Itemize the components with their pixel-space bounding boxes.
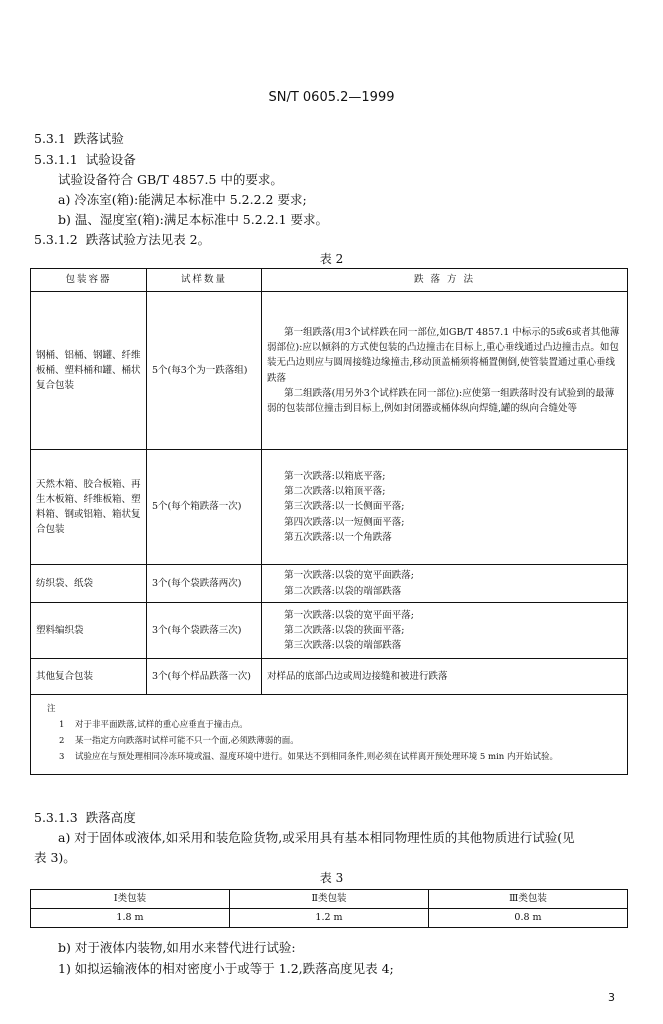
method-line: 第五次跌落:以一个角跌落	[284, 531, 392, 543]
section-title: 跌落试验方法见表 2。	[85, 232, 211, 247]
method-line: 对样品的底部凸边或周边接缝和被进行跌落	[267, 670, 448, 682]
header-container: 包装容器	[31, 269, 147, 292]
method-line: 第二次跌落:以袋的端部跌落	[284, 585, 402, 597]
method-line: 第四次跌落:以一短侧面平落;	[284, 516, 405, 528]
note-text: 试验应在与预处理相同冷冻环境或温、湿度环境中进行。如果达不到相同条件,则必须在试样离开预处理环境 5 min 内开始试验。	[75, 752, 558, 763]
header-packing-group-3: Ⅲ类包装	[429, 890, 628, 909]
method-line: 第一次跌落:以箱底平落;	[284, 471, 386, 483]
section-title: 跌落高度	[85, 810, 136, 825]
method-line: 第二组跌落(用另外3个试样跌在同一部位):应使第一组跌落时没有试验到的最薄弱的包装部位撞击到目标上,例如封闭器或桶体纵向焊缝,罐的纵向合缝处等	[267, 387, 615, 414]
section-number: 5.3.1.3	[34, 810, 78, 825]
table-row	[31, 450, 628, 565]
height-group-1: 1.8 m	[31, 909, 230, 928]
method-line: 第二次跌落:以箱顶平落;	[284, 486, 386, 498]
height-group-2: 1.2 m	[230, 909, 429, 928]
drop-test-methods-table	[30, 268, 628, 775]
drop-height-table	[30, 889, 628, 928]
note-number: 1	[59, 720, 65, 731]
container-type: 塑料编织袋	[31, 603, 147, 659]
table-row	[31, 909, 628, 928]
item-b-humidity-chamber: b) 温、湿度室(箱):满足本标准中 5.2.2.1 要求。	[58, 212, 328, 227]
drop-method	[262, 450, 628, 565]
note-text: 某一指定方向跌落时试样可能不只一个面,必须跌薄弱的面。	[75, 736, 299, 747]
item-b-liquid-contents: b) 对于液体内装物,如用水来替代进行试验:	[58, 940, 296, 955]
header-sample-count: 试样数量	[147, 269, 262, 292]
method-line: 第二次跌落:以袋的狭面平落;	[284, 624, 405, 636]
method-line: 第一次跌落:以袋的宽平面跌落;	[284, 570, 414, 582]
note-text: 对于非平面跌落,试样的重心应垂直于撞击点。	[75, 720, 248, 731]
page-header: SN/T 0605.2—1999	[268, 90, 395, 105]
section-number: 5.3.1.2	[34, 232, 78, 247]
sample-count: 5个(每3个为一跌落组)	[147, 292, 262, 450]
header-drop-method: 跌 落 方 法	[262, 269, 628, 292]
item-a-solid-liquid: a) 对于固体或液体,如采用和装危险货物,或采用具有基本相同物理性质的其他物质进行试验(见	[58, 830, 575, 845]
container-type: 天然木箱、胶合板箱、再生木板箱、纤维板箱、塑料箱、钢或铝箱、箱状复合包装	[31, 450, 147, 565]
drop-method	[262, 603, 628, 659]
container-type: 纺织袋、纸袋	[31, 565, 147, 603]
container-type: 钢桶、铝桶、钢罐、纤维板桶、塑料桶和罐、桶状复合包装	[31, 292, 147, 450]
table-row	[31, 603, 628, 659]
method-line: 第一次跌落:以袋的宽平面平落;	[284, 609, 414, 621]
table-header-row	[31, 890, 628, 909]
table-3-caption: 表 3	[319, 871, 344, 885]
item-a-continuation: 表 3)。	[34, 850, 76, 865]
section-5-3-1-2	[34, 230, 210, 248]
section-number: 5.3.1.1	[34, 152, 78, 167]
table-notes-row	[31, 695, 628, 775]
section-5-3-1-3	[34, 808, 136, 826]
container-type: 其他复合包装	[31, 659, 147, 695]
section-number: 5.3.1	[34, 131, 66, 146]
table-2-caption: 表 2	[319, 252, 344, 266]
section-title: 试验设备	[85, 152, 136, 167]
method-line: 第一组跌落(用3个试样跌在同一部位,如GB/T 4857.1 中标示的5或6或者其他薄弱部位):应以倾斜的方式使包装的凸边撞击在目标上,重心垂线通过凸边撞击点。如包装无凸边则应与圆周接缝边缘撞击,移动顶盖桶须将桶置侧倒,使管装置通过重心垂线跌落	[267, 326, 620, 384]
item-b-1-density: 1) 如拟运输液体的相对密度小于或等于 1.2,跌落高度见表 4;	[58, 961, 394, 976]
drop-method	[262, 659, 628, 695]
table-header-row	[31, 269, 628, 292]
note	[59, 733, 619, 749]
sample-count: 5个(每个箱跌落一次)	[147, 450, 262, 565]
table-notes	[31, 695, 628, 775]
section-5-3-1	[34, 129, 124, 147]
sample-count: 3个(每个袋跌落三次)	[147, 603, 262, 659]
item-a-freezer: a) 冷冻室(箱):能满足本标准中 5.2.2.2 要求;	[58, 192, 307, 207]
note	[59, 717, 619, 733]
method-line: 第三次跌落:以一长侧面平落;	[284, 501, 405, 513]
header-packing-group-2: Ⅱ类包装	[230, 890, 429, 909]
method-line: 第三次跌落:以袋的端部跌落	[284, 640, 402, 652]
section-5-3-1-1	[34, 150, 136, 168]
drop-method	[262, 565, 628, 603]
equipment-requirement: 试验设备符合 GB/T 4857.5 中的要求。	[58, 172, 283, 187]
note-number: 3	[59, 752, 65, 763]
note-number: 2	[59, 736, 65, 747]
table-row	[31, 565, 628, 603]
header-packing-group-1: Ⅰ类包装	[31, 890, 230, 909]
drop-method	[262, 292, 628, 450]
section-title: 跌落试验	[73, 131, 124, 146]
note	[59, 749, 619, 765]
sample-count: 3个(每个样品跌落一次)	[147, 659, 262, 695]
height-group-3: 0.8 m	[429, 909, 628, 928]
sample-count: 3个(每个袋跌落两次)	[147, 565, 262, 603]
page-number: 3	[608, 991, 615, 1004]
table-row	[31, 659, 628, 695]
table-row	[31, 292, 628, 450]
notes-title: 注	[47, 704, 56, 714]
